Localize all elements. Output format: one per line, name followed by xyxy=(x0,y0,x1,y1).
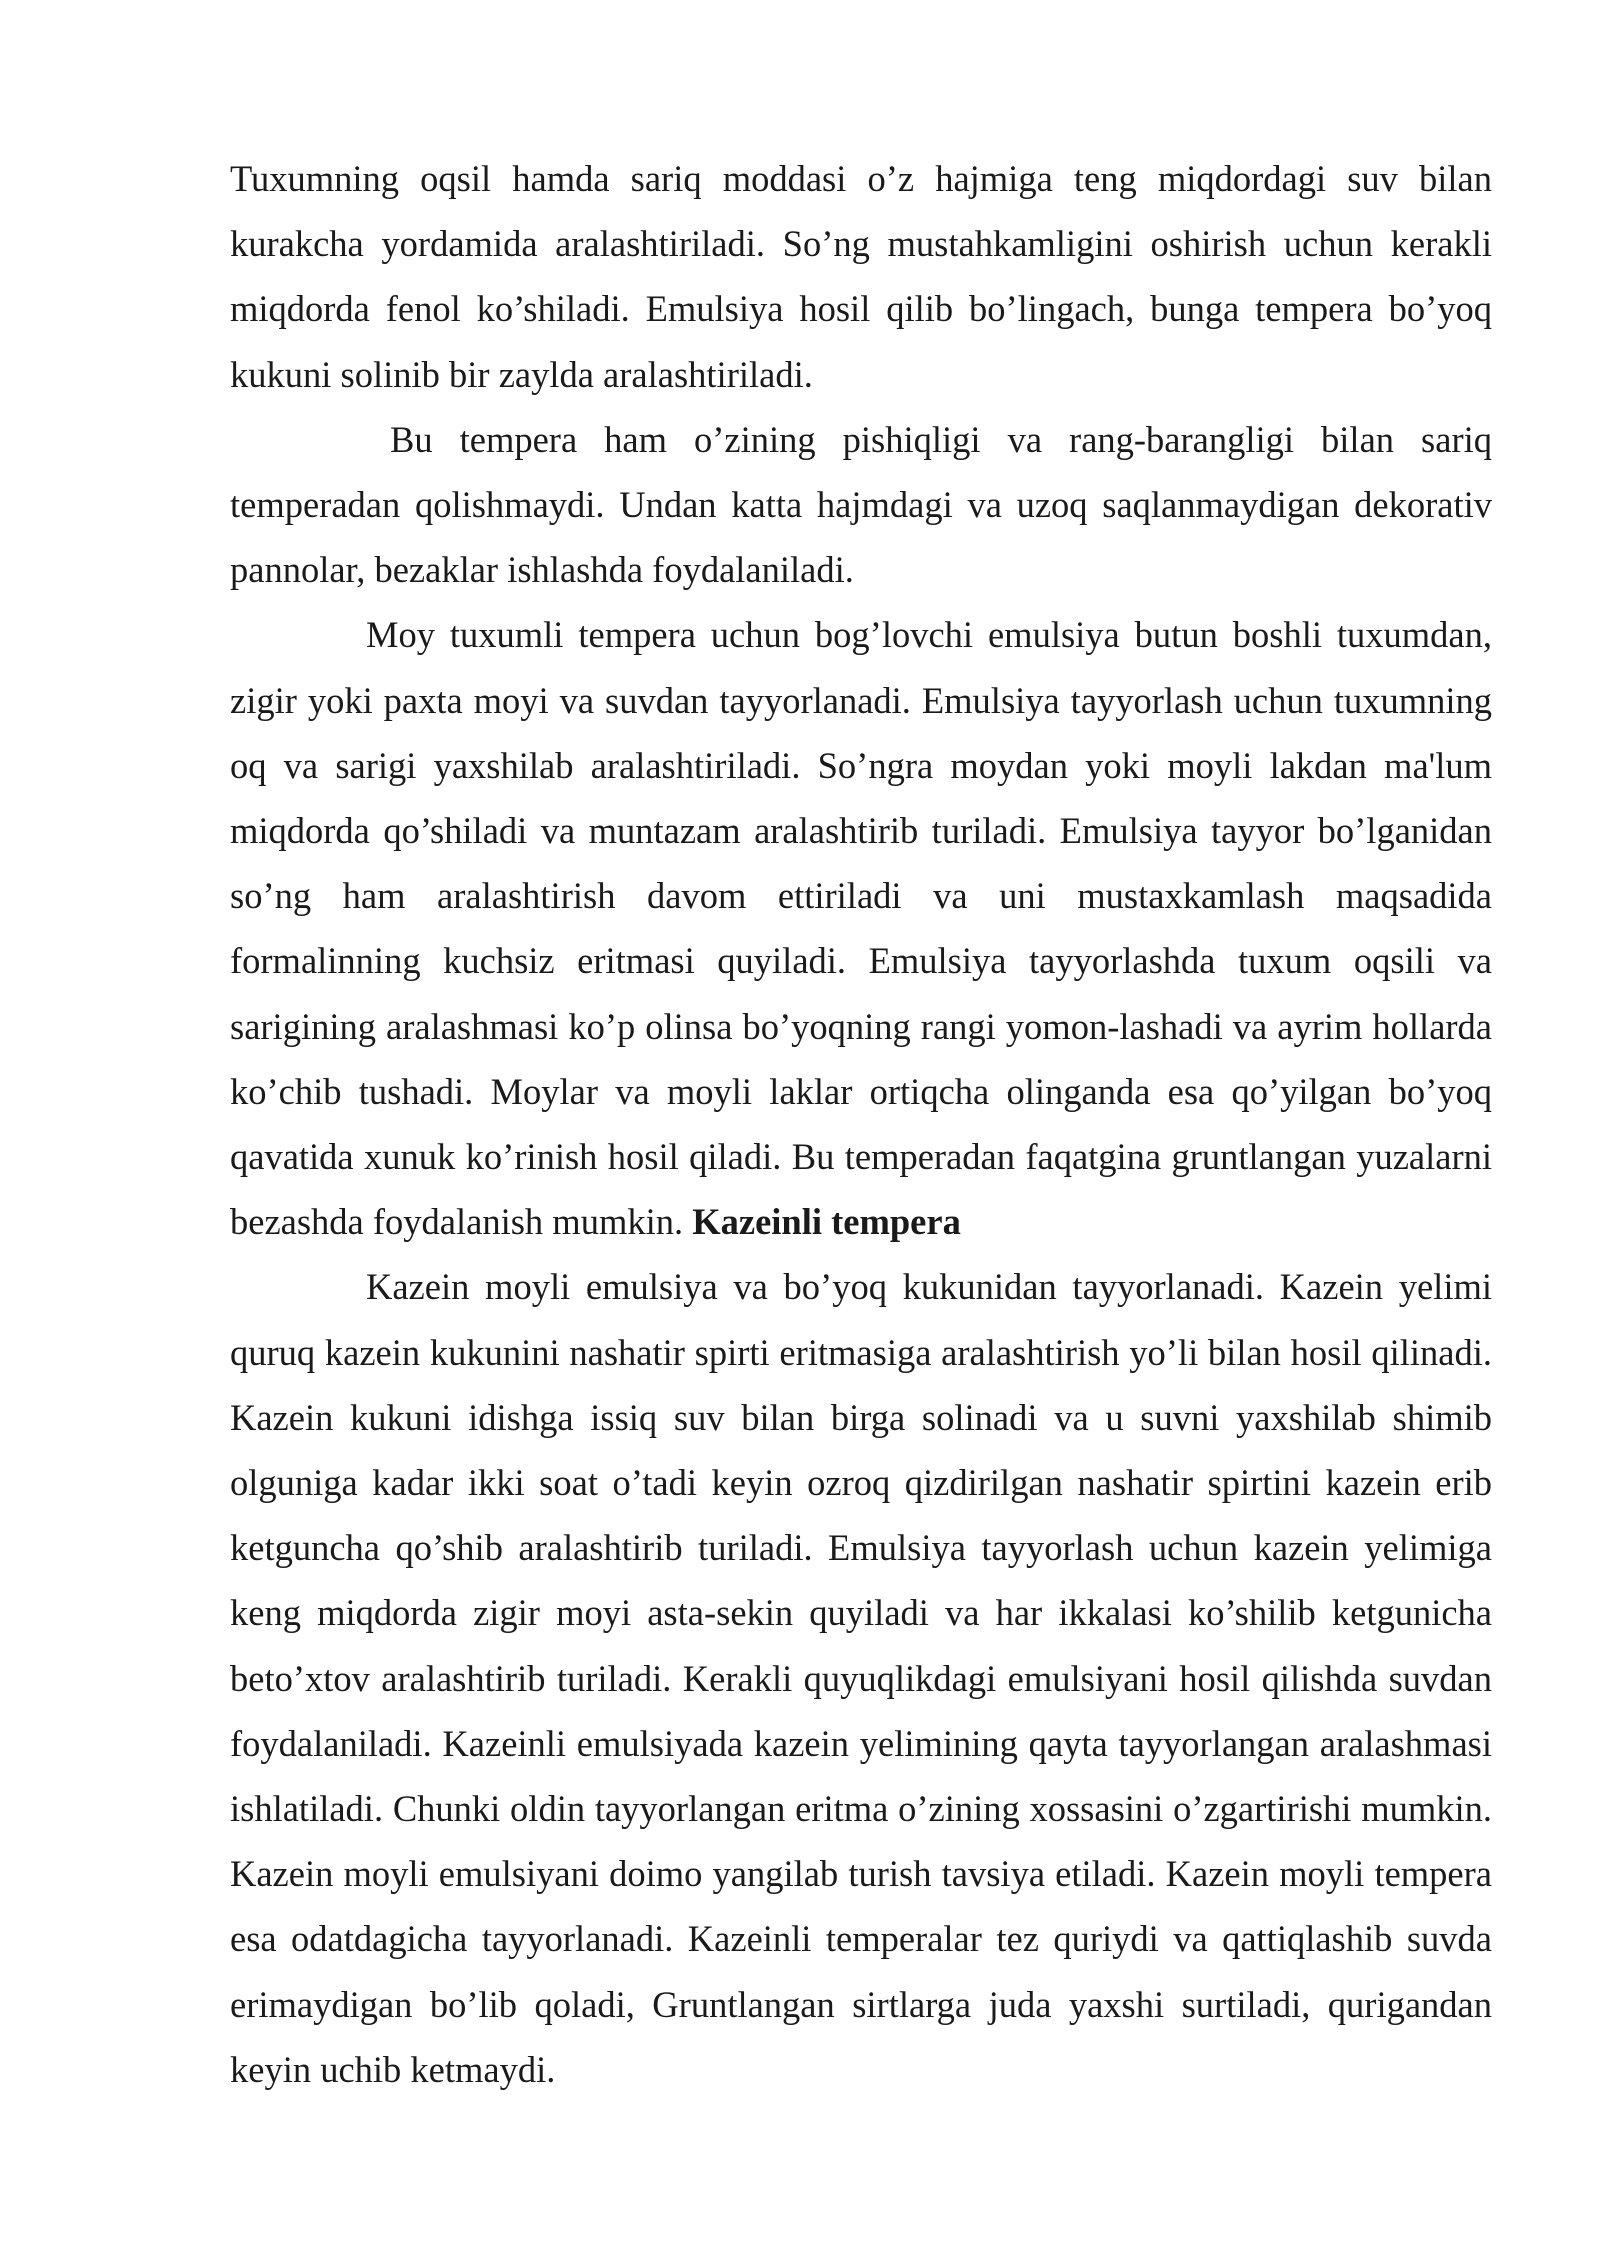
paragraph-text: Moy tuxumli tempera uchun bog’lovchi emulsiya butun boshli tuxumdan, zigir yoki paxta moyi va suvdan tayyorlanadi. Emulsiya tayyorlash uchun tuxumning oq va sarigi yaxshilab aralashtiriladi. So’ngra moydan yoki moyli lakdan ma'lum miqdorda qo’shiladi va muntazam aralashtirib turiladi. Emulsiya tayyor bo’lganidan so’ng ham aralashtirish davom ettiriladi va uni mustaxkamlash maqsadida formalinning kuchsiz eritmasi quyiladi. Emulsiya tayyorlashda tuxum oqsili va sarigining aralashmasi ko’p olinsa bo’yoqning rangi yomon-lashadi va ayrim hollarda ko’chib tushadi. Moylar va moyli laklar ortiqcha olinganda esa qo’yilgan bo’yoq qavatida xunuk ko’rinish hosil qiladi. Bu temperadan faqatgina gruntlangan yuzalarni bezashda foydalanish mumkin. xyxy=(230,614,1492,1243)
paragraph-egg-emulsion xyxy=(230,146,1492,407)
section-heading-casein-tempera: Kazeinli tempera xyxy=(692,1201,961,1243)
paragraph-oil-egg-tempera xyxy=(230,602,1492,1254)
paragraph-casein-tempera xyxy=(230,1254,1492,2102)
paragraph-text: Bu tempera ham o’zining pishiqligi va rang-barangligi bilan sariq temperadan qolishmaydi. Undan katta hajmdagi va uzoq saqlanmaydigan dekorativ pannolar, bezaklar ishlashda foydalaniladi. xyxy=(230,418,1492,591)
paragraph-text: Kazein moyli emulsiya va bo’yoq kukunidan tayyorlanadi. Kazein yelimi quruq kazein kukunini nashatir spirti eritmasiga aralashtirish yo’li bilan hosil qilinadi. Kazein kukuni idishga issiq suv bilan birga solinadi va u suvni yaxshilab shimib olguniga kadar ikki soat o’tadi keyin ozroq qizdirilgan nashatir spirtini kazein erib ketguncha qo’shib aralashtirib turiladi. Emulsiya tayyorlash uchun kazein yelimiga keng miqdorda zigir moyi asta-sekin quyiladi va har ikkalasi ko’shilib ketgunicha beto’xtov aralashtirib turiladi. Kerakli quyuqlikdagi emulsiyani hosil qilishda suvdan foydalaniladi. Kazeinli emulsiyada kazein yelimining qayta tayyorlangan aralashmasi ishlatiladi. Chunki oldin tayyorlangan eritma o’zining xossasini o’zgartirishi mumkin. Kazein moyli emulsiyani doimo yangilab turish tavsiya etiladi. Kazein moyli tempera esa odatdagicha tayyorlanadi. Kazeinli temperalar tez quriydi va qattiqlashib suvda erimaydigan bo’lib qoladi, Gruntlangan sirtlarga juda yaxshi surtiladi, qurigandan keyin uchib ketmaydi. xyxy=(230,1266,1492,2090)
paragraph-text: Tuxumning oqsil hamda sariq moddasi o’z hajmiga teng miqdordagi suv bilan kurakcha yordamida aralashtiriladi. So’ng mustahkamligini oshirish uchun kerakli miqdorda fenol ko’shiladi. Emulsiya hosil qilib bo’lingach, bunga tempera bo’yoq kukuni solinib bir zaylda aralashtiriladi. xyxy=(230,158,1492,395)
paragraph-tempera-usage xyxy=(230,407,1492,603)
document-body xyxy=(230,146,1492,2102)
